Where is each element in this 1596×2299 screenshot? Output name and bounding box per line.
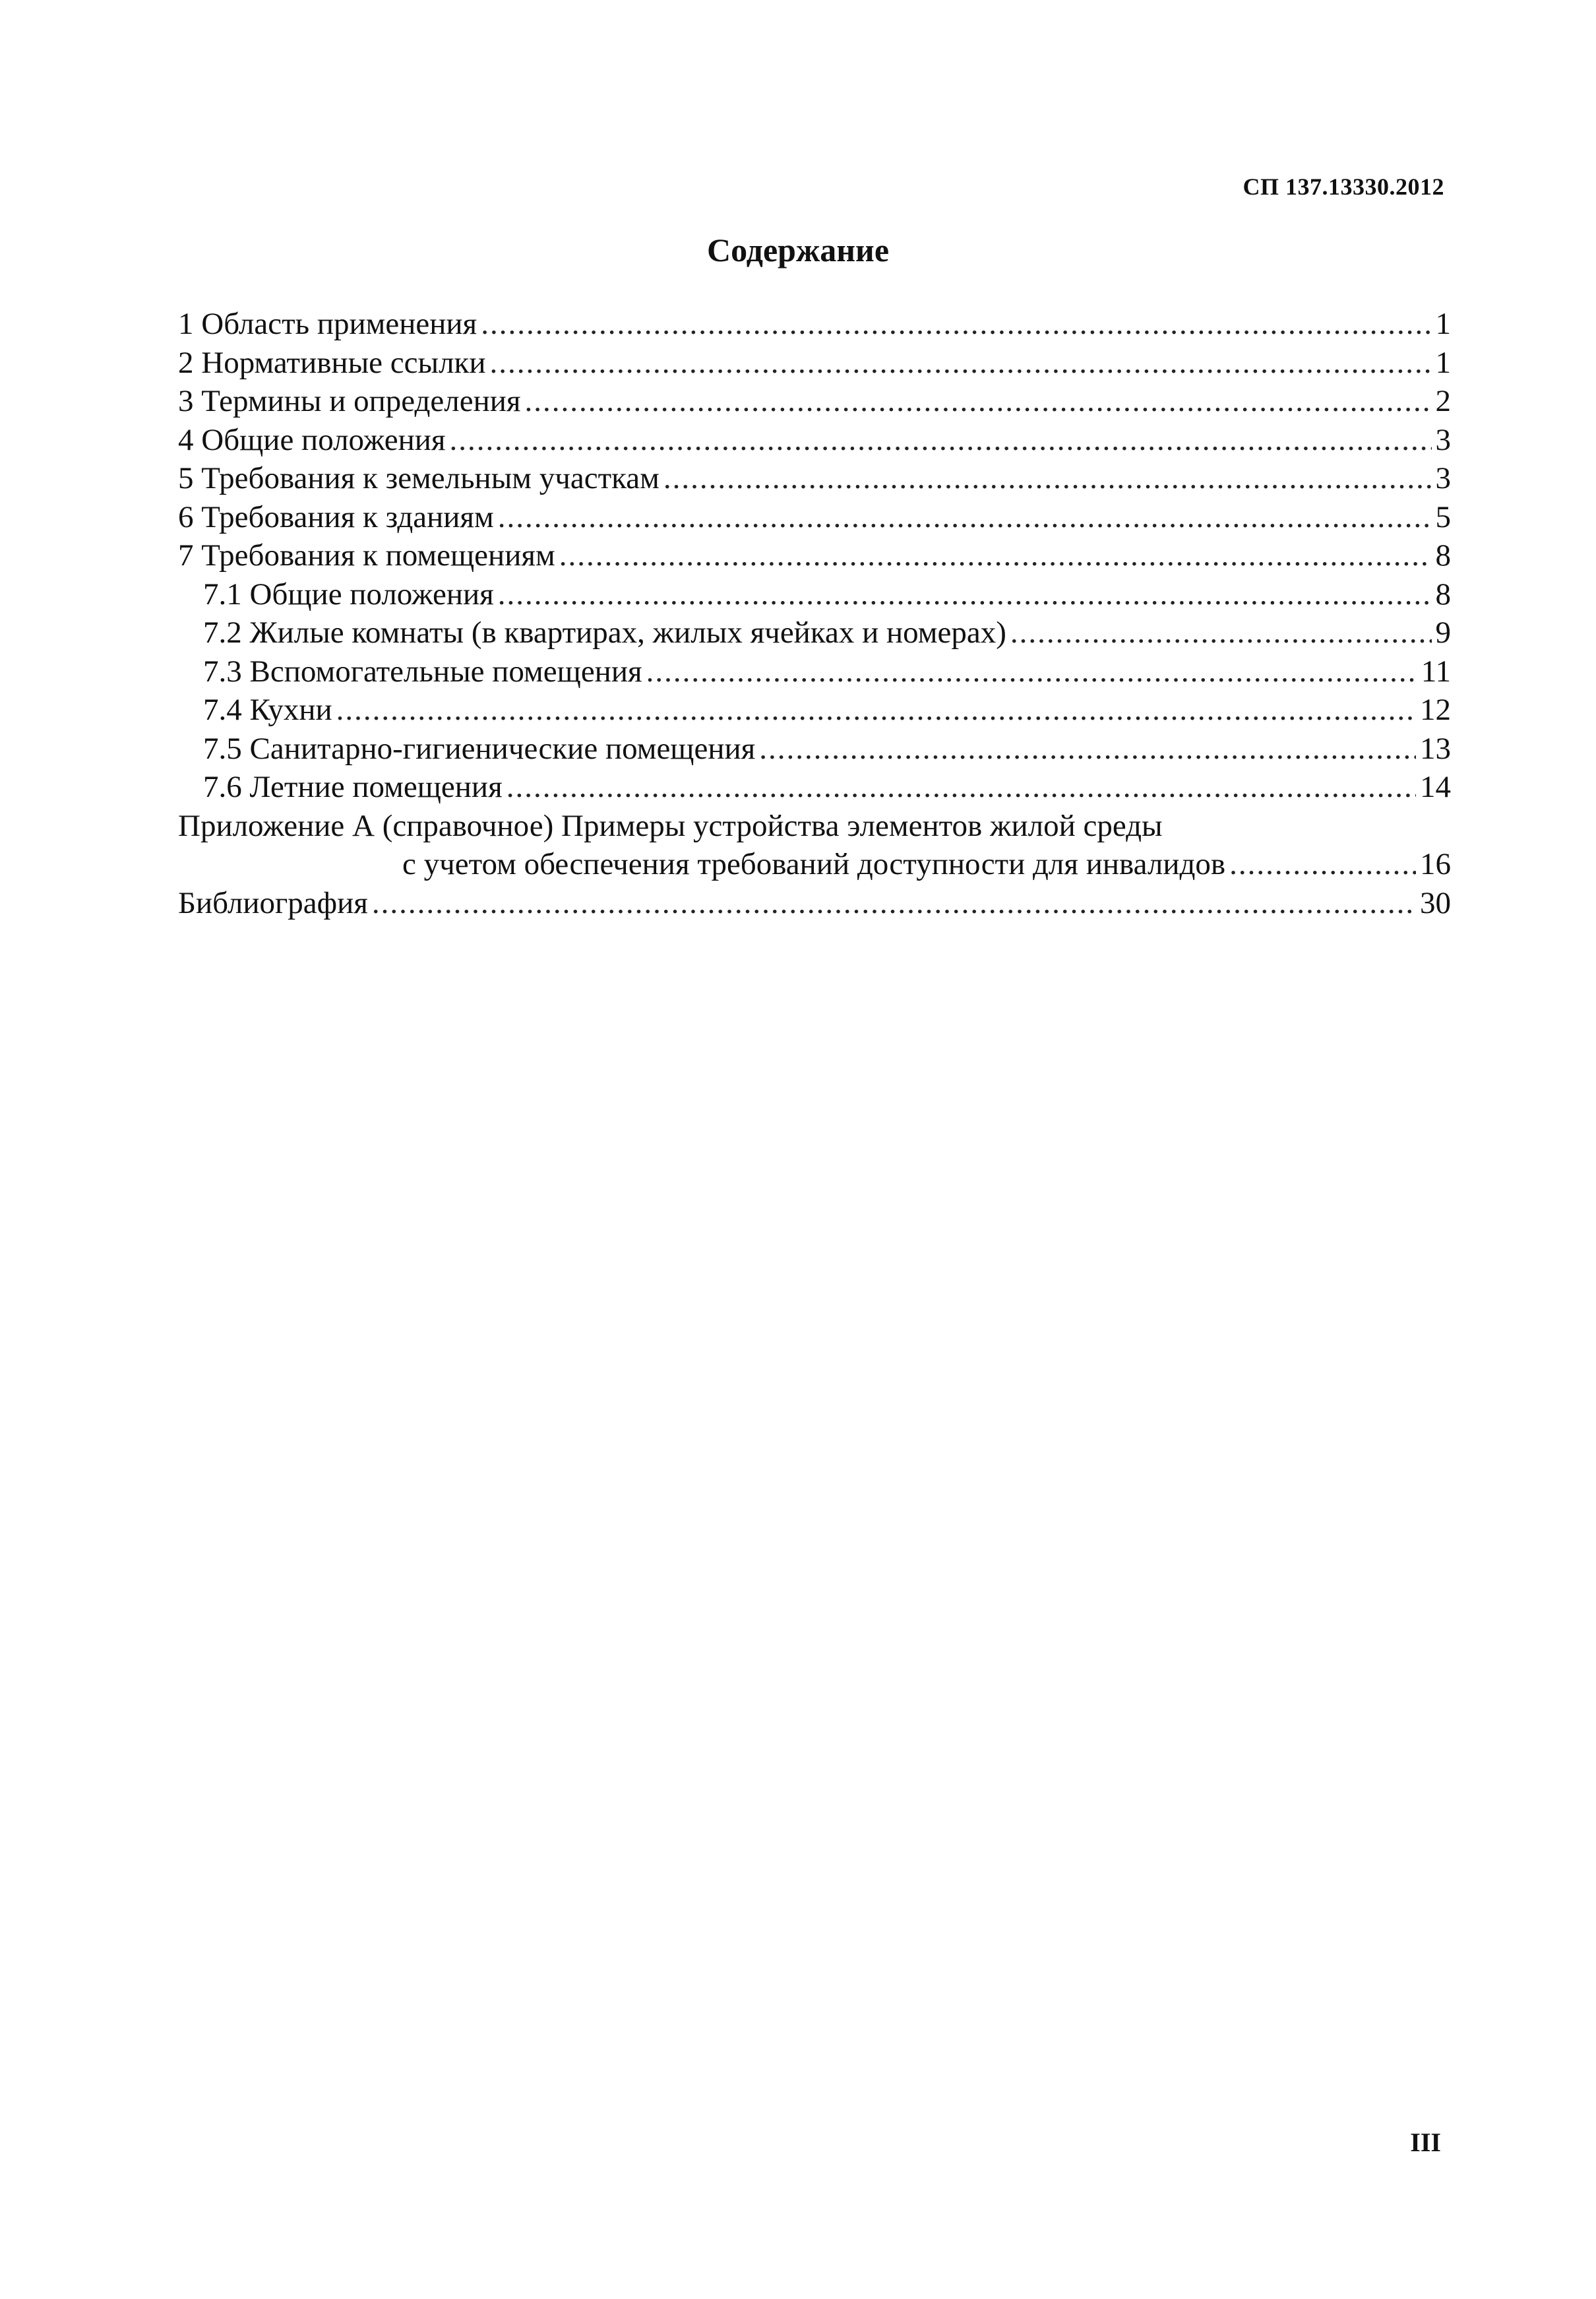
- toc-dot-leader: [450, 421, 1432, 460]
- toc-subentry[interactable]: [178, 691, 1451, 730]
- toc-entry[interactable]: [178, 382, 1451, 421]
- toc-subentry[interactable]: [178, 652, 1451, 691]
- toc-entry[interactable]: [178, 421, 1451, 460]
- toc-dot-leader: [1010, 614, 1432, 652]
- toc-entry[interactable]: [178, 536, 1451, 575]
- toc-entry-label: 1 Область применения: [178, 307, 477, 341]
- toc-entry-label: 2 Нормативные ссылки: [178, 345, 486, 380]
- toc-appendix-entry-continued[interactable]: [178, 845, 1451, 884]
- toc-entry[interactable]: [178, 459, 1451, 498]
- toc-dot-leader: [481, 305, 1431, 344]
- toc-entry-page: 12: [1420, 693, 1451, 727]
- toc-entry-page: 30: [1420, 885, 1451, 920]
- toc-dot-leader: [759, 730, 1416, 769]
- document-code: СП 137.13330.2012: [1243, 173, 1444, 200]
- toc-entry[interactable]: [178, 305, 1451, 344]
- toc-entry-label: 4 Общие положения: [178, 422, 446, 457]
- toc-entry[interactable]: [178, 344, 1451, 383]
- toc-dot-leader: [336, 691, 1416, 730]
- toc-dot-leader: [498, 575, 1432, 614]
- toc-entry-label: 7.2 Жилые комнаты (в квартирах, жилых ячейках и номерах): [203, 615, 1006, 650]
- toc-entry-page: 16: [1420, 847, 1451, 881]
- toc-dot-leader: [490, 344, 1432, 383]
- toc-entry-label: Библиография: [178, 885, 368, 920]
- toc-subentry[interactable]: [178, 575, 1451, 614]
- toc-entry-page: 8: [1435, 577, 1451, 612]
- toc-dot-leader: [506, 768, 1416, 807]
- toc-dot-leader: [559, 536, 1432, 575]
- toc-entry-label: 7 Требования к помещениям: [178, 538, 555, 573]
- page-number: III: [1410, 2127, 1441, 2157]
- toc-entry[interactable]: [178, 498, 1451, 537]
- toc-entry-label: 7.3 Вспомогательные помещения: [203, 654, 642, 689]
- toc-dot-leader: [663, 459, 1432, 498]
- toc-entry-page: 1: [1435, 307, 1451, 341]
- toc-entry-label: 7.4 Кухни: [203, 693, 332, 727]
- toc-appendix-title-line2: с учетом обеспечения требований доступности для инвалидов: [402, 847, 1226, 881]
- toc-dot-leader: [498, 498, 1432, 537]
- toc-entry-page: 5: [1435, 499, 1451, 534]
- toc-bibliography-entry[interactable]: [178, 884, 1451, 923]
- toc-dot-leader: [1229, 845, 1416, 884]
- toc-entry-label: 7.6 Летние помещения: [203, 770, 503, 804]
- toc-subentry[interactable]: [178, 768, 1451, 807]
- toc-subentry[interactable]: [178, 614, 1451, 652]
- toc-entry-page: 3: [1435, 461, 1451, 495]
- toc-entry-page: 1: [1435, 345, 1451, 380]
- toc-appendix-entry[interactable]: [178, 807, 1451, 846]
- toc-entry-label: 7.5 Санитарно-гигиенические помещения: [203, 731, 756, 766]
- toc-entry-page: 3: [1435, 422, 1451, 457]
- toc-entry-page: 2: [1435, 384, 1451, 418]
- toc-appendix-title-line1: Приложение А (справочное) Примеры устройства элементов жилой среды: [178, 808, 1163, 843]
- toc-title: Содержание: [706, 232, 890, 268]
- toc-entry-page: 8: [1435, 538, 1451, 573]
- toc-entry-label: 3 Термины и определения: [178, 384, 521, 418]
- toc-entry-page: 9: [1435, 615, 1451, 650]
- toc-entry-label: 5 Требования к земельным участкам: [178, 461, 660, 495]
- toc-dot-leader: [525, 382, 1432, 421]
- toc-entry-page: 14: [1420, 770, 1451, 804]
- table-of-contents: [178, 305, 1451, 922]
- toc-dot-leader: [646, 652, 1417, 691]
- toc-entry-page: 11: [1421, 654, 1451, 689]
- toc-subentry[interactable]: [178, 730, 1451, 769]
- toc-dot-leader: [372, 884, 1416, 923]
- toc-entry-page: 13: [1420, 731, 1451, 766]
- toc-entry-label: 7.1 Общие положения: [203, 577, 494, 612]
- toc-entry-label: 6 Требования к зданиям: [178, 499, 494, 534]
